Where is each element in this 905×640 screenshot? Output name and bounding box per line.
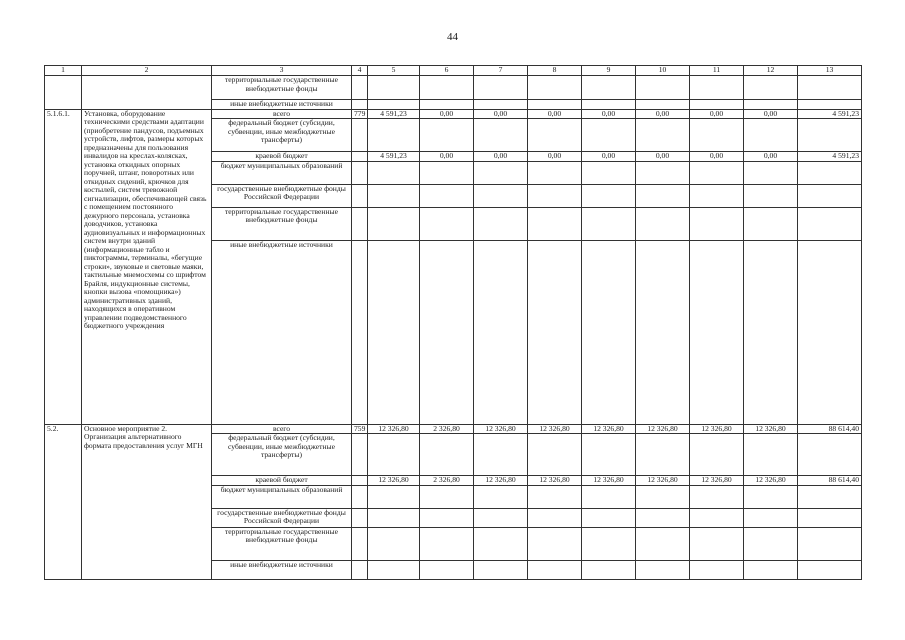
empty-cell [352, 161, 368, 184]
item-name: Основное мероприятие 2. Организация альтернативного формата предоставления услуг МГН [82, 424, 212, 579]
value-cell [690, 508, 744, 527]
value-cell [528, 240, 582, 424]
value-cell: 12 326,80 [744, 476, 798, 486]
item-number: 5.2. [45, 424, 82, 579]
value-cell [582, 207, 636, 240]
value-cell: 0,00 [582, 152, 636, 162]
column-header: 13 [798, 66, 862, 76]
empty-cell [82, 76, 212, 110]
value-cell [744, 161, 798, 184]
value-cell [474, 100, 528, 110]
column-header: 1 [45, 66, 82, 76]
empty-cell [352, 184, 368, 207]
value-cell [690, 119, 744, 152]
value-cell [636, 184, 690, 207]
funding-source: территориальные государственные внебюджетные фонды [212, 76, 352, 100]
item-number: 5.1.6.1. [45, 109, 82, 424]
value-cell: 2 326,80 [420, 476, 474, 486]
value-cell [528, 119, 582, 152]
header-row [45, 66, 862, 76]
value-cell [528, 161, 582, 184]
value-cell [420, 240, 474, 424]
value-cell [528, 76, 582, 100]
value-cell: 4 591,23 [798, 152, 862, 162]
value-cell [528, 527, 582, 560]
value-cell: 12 326,80 [528, 424, 582, 434]
value-cell [474, 508, 528, 527]
empty-cell [45, 76, 82, 110]
value-cell [744, 560, 798, 579]
value-cell [420, 76, 474, 100]
value-cell [798, 508, 862, 527]
funding-source: территориальные государственные внебюджетные фонды [212, 527, 352, 560]
funding-source: федеральный бюджет (субсидии, субвенции, иные межбюджетные трансферты) [212, 434, 352, 476]
value-cell: 0,00 [636, 109, 690, 119]
value-cell: 12 326,80 [744, 424, 798, 434]
value-cell: 0,00 [690, 152, 744, 162]
value-cell [690, 100, 744, 110]
empty-cell [352, 207, 368, 240]
value-cell [636, 207, 690, 240]
value-cell [744, 207, 798, 240]
value-cell [474, 184, 528, 207]
value-cell [368, 100, 420, 110]
value-cell: 0,00 [420, 152, 474, 162]
value-cell [636, 560, 690, 579]
value-cell: 12 326,80 [690, 476, 744, 486]
page-number: 44 [447, 31, 458, 43]
value-cell [798, 434, 862, 476]
value-cell [582, 240, 636, 424]
value-cell: 0,00 [420, 109, 474, 119]
value-cell: 4 591,23 [368, 109, 420, 119]
value-cell [474, 240, 528, 424]
value-cell [798, 527, 862, 560]
empty-cell [352, 119, 368, 152]
value-cell: 0,00 [744, 152, 798, 162]
value-cell: 12 326,80 [636, 424, 690, 434]
value-cell [636, 76, 690, 100]
value-cell [368, 161, 420, 184]
value-cell [528, 100, 582, 110]
table-row [45, 76, 862, 100]
empty-cell [352, 240, 368, 424]
value-cell: 0,00 [528, 109, 582, 119]
value-cell [582, 119, 636, 152]
value-cell [528, 508, 582, 527]
column-header: 11 [690, 66, 744, 76]
value-cell: 0,00 [528, 152, 582, 162]
column-header: 3 [212, 66, 352, 76]
value-cell [690, 184, 744, 207]
value-cell [368, 207, 420, 240]
value-cell: 0,00 [474, 109, 528, 119]
value-cell: 12 326,80 [690, 424, 744, 434]
value-cell [368, 184, 420, 207]
value-cell [474, 207, 528, 240]
value-cell [474, 76, 528, 100]
value-cell: 2 326,80 [420, 424, 474, 434]
funding-source: государственные внебюджетные фонды Российской Федерации [212, 184, 352, 207]
column-header: 10 [636, 66, 690, 76]
value-cell [582, 184, 636, 207]
funding-source: государственные внебюджетные фонды Российской Федерации [212, 508, 352, 527]
column-header: 5 [368, 66, 420, 76]
column-header: 7 [474, 66, 528, 76]
funding-source: иные внебюджетные источники [212, 100, 352, 110]
value-cell: 0,00 [744, 109, 798, 119]
value-cell: 12 326,80 [474, 476, 528, 486]
value-cell [582, 161, 636, 184]
value-cell [636, 434, 690, 476]
value-cell [798, 560, 862, 579]
value-cell: 4 591,23 [368, 152, 420, 162]
value-cell [528, 560, 582, 579]
value-cell [636, 485, 690, 508]
budget-table [44, 65, 862, 580]
value-cell: 12 326,80 [528, 476, 582, 486]
value-cell [368, 527, 420, 560]
value-cell [798, 184, 862, 207]
value-cell: 12 326,80 [368, 476, 420, 486]
budget-code: 779 [352, 109, 368, 119]
funding-source: бюджет муниципальных образований [212, 485, 352, 508]
funding-source: иные внебюджетные источники [212, 560, 352, 579]
empty-cell [352, 560, 368, 579]
value-cell [420, 560, 474, 579]
value-cell [420, 508, 474, 527]
value-cell [636, 508, 690, 527]
value-cell [474, 485, 528, 508]
value-cell: 4 591,23 [798, 109, 862, 119]
value-cell [636, 240, 690, 424]
value-cell: 0,00 [474, 152, 528, 162]
value-cell [582, 485, 636, 508]
value-cell: 0,00 [582, 109, 636, 119]
funding-source: бюджет муниципальных образований [212, 161, 352, 184]
empty-cell [352, 152, 368, 162]
value-cell [420, 485, 474, 508]
column-header: 4 [352, 66, 368, 76]
value-cell [368, 76, 420, 100]
value-cell [420, 119, 474, 152]
value-cell [368, 485, 420, 508]
value-cell [744, 184, 798, 207]
value-cell [582, 560, 636, 579]
funding-source: федеральный бюджет (субсидии, субвенции, иные межбюджетные трансферты) [212, 119, 352, 152]
value-cell [420, 161, 474, 184]
value-cell [636, 161, 690, 184]
empty-cell [352, 476, 368, 486]
value-cell [582, 76, 636, 100]
empty-cell [352, 508, 368, 527]
value-cell [744, 485, 798, 508]
value-cell [744, 119, 798, 152]
funding-source: иные внебюджетные источники [212, 240, 352, 424]
value-cell [798, 76, 862, 100]
value-cell [744, 434, 798, 476]
value-cell [474, 527, 528, 560]
value-cell [420, 207, 474, 240]
value-cell [474, 560, 528, 579]
value-cell [368, 508, 420, 527]
value-cell [352, 76, 368, 100]
column-header: 2 [82, 66, 212, 76]
value-cell [690, 240, 744, 424]
value-cell [528, 184, 582, 207]
funding-source: территориальные государственные внебюджетные фонды [212, 207, 352, 240]
empty-cell [352, 527, 368, 560]
value-cell [744, 527, 798, 560]
value-cell: 12 326,80 [474, 424, 528, 434]
value-cell [798, 119, 862, 152]
value-cell [368, 560, 420, 579]
value-cell: 0,00 [636, 152, 690, 162]
column-header: 9 [582, 66, 636, 76]
funding-source: краевой бюджет [212, 476, 352, 486]
column-header: 8 [528, 66, 582, 76]
value-cell: 12 326,80 [368, 424, 420, 434]
value-cell [798, 207, 862, 240]
value-cell [798, 485, 862, 508]
value-cell [798, 161, 862, 184]
funding-source: всего [212, 109, 352, 119]
value-cell: 12 326,80 [636, 476, 690, 486]
budget-code: 759 [352, 424, 368, 434]
value-cell [474, 119, 528, 152]
value-cell [636, 119, 690, 152]
empty-cell [352, 485, 368, 508]
value-cell [352, 100, 368, 110]
value-cell: 0,00 [690, 109, 744, 119]
value-cell [582, 527, 636, 560]
value-cell [690, 207, 744, 240]
column-header: 6 [420, 66, 474, 76]
item-name: Установка, оборудование техническими средствами адаптации (приобретение пандусов, подъемных устройств, лифтов, размеры которых предназначены для пользования инвалидов на креслах-колясках, установка откидных опорных поручней, штанг, поворотных или откидных сидений, крючков для костылей, систем тревожной сигнализации, обеспечивающей связь с помещением постоянного дежурного персонала, установка доводчиков, установка аудиовизуальных и информационных систем внутри зданий (информационные табло и пиктограммы, терминалы, «бегущие строки», звуковые и световые маяки, тактильные мнемосхемы со шрифтом Брайля, индукционные системы, кнопки вызова «помощника») административных зданий, находящихся в оперативном управлении подведомственного бюджетного учреждения [82, 109, 212, 424]
value-cell [582, 508, 636, 527]
value-cell [420, 100, 474, 110]
value-cell [690, 560, 744, 579]
table-row [45, 424, 862, 434]
value-cell [528, 434, 582, 476]
value-cell [368, 434, 420, 476]
value-cell: 88 614,40 [798, 476, 862, 486]
value-cell [744, 508, 798, 527]
value-cell [474, 434, 528, 476]
value-cell [690, 434, 744, 476]
value-cell [368, 240, 420, 424]
value-cell: 88 614,40 [798, 424, 862, 434]
value-cell [636, 527, 690, 560]
value-cell [636, 100, 690, 110]
column-header: 12 [744, 66, 798, 76]
value-cell [474, 161, 528, 184]
value-cell [528, 207, 582, 240]
value-cell [744, 76, 798, 100]
funding-source: всего [212, 424, 352, 434]
table-row [45, 109, 862, 119]
funding-source: краевой бюджет [212, 152, 352, 162]
value-cell [744, 240, 798, 424]
value-cell [420, 434, 474, 476]
value-cell [368, 119, 420, 152]
value-cell [420, 527, 474, 560]
value-cell [798, 100, 862, 110]
value-cell [582, 434, 636, 476]
value-cell [420, 184, 474, 207]
value-cell [744, 100, 798, 110]
value-cell [798, 240, 862, 424]
value-cell: 12 326,80 [582, 424, 636, 434]
value-cell [582, 100, 636, 110]
value-cell [690, 527, 744, 560]
value-cell [690, 161, 744, 184]
empty-cell [352, 434, 368, 476]
value-cell [690, 76, 744, 100]
value-cell [690, 485, 744, 508]
value-cell: 12 326,80 [582, 476, 636, 486]
value-cell [528, 485, 582, 508]
